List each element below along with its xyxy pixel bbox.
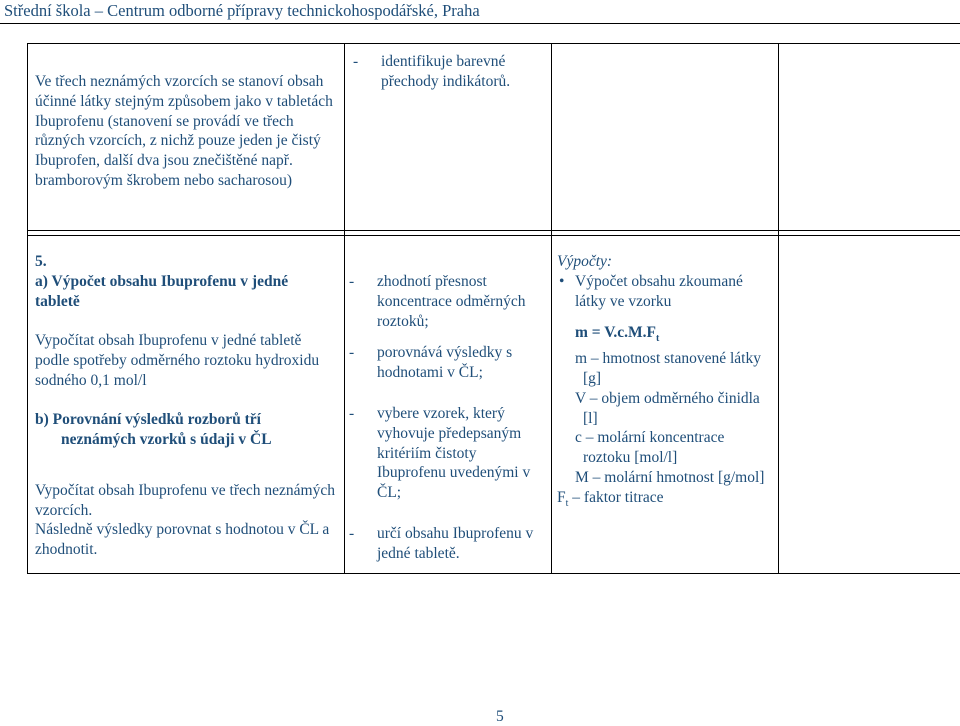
outcome-text: určí obsahu Ibuprofenu v jedné tabletě. [377,524,534,562]
ft-text: – faktor titrace [568,488,664,506]
table-row-divider-top [27,230,960,231]
dash-marker: - [353,53,359,70]
formula [557,323,773,349]
calculations-heading: Výpočty: [557,253,613,270]
formula-main: m = V.c.M.F [575,324,657,342]
list-item [349,272,547,331]
topic-number: 5. [35,253,47,270]
row1-description-cell [35,72,335,191]
topic-a-text: Vypočítat obsah Ibuprofenu v jedné tabletě podle spotřeby odměrného roztoku hydroxidu sodného 0,1 mol/l [35,332,320,389]
table-row-divider-bottom [27,235,960,236]
bullet-marker: • [559,272,565,290]
dash-marker: - [349,404,355,422]
table-col-rule-2 [344,43,345,574]
definition-m: m – hmotnost stanovené látky [g] [575,350,761,388]
definition-ft [557,488,773,514]
table-col-rule-3 [551,43,552,574]
list-item [349,404,547,503]
row2-calculations-cell [557,252,773,514]
document-header [0,0,960,24]
topic-b-title-line1: b) Porovnání výsledků rozborů tří [35,411,261,429]
school-name: Střední škola – Centrum odborné přípravy technickohospodářské, Praha [4,1,480,20]
table-top-rule [27,43,960,44]
outcome-text: porovnává výsledky s hodnotami v ČL; [377,344,513,382]
row1-description: Ve třech neznámých vzorcích se stanoví obsah účinné látky stejným způsobem jako v tabletách Ibuprofenu (stanovení se provádí ve třech různých vzorcích, z nichž pouze jeden je čistý Ibuprofen, další dva jsou znečištěné např. bramborovým škrobem nebo sacharosou) [35,73,333,189]
topic-b-text-2: Následně výsledky porovnat s hodnotou v ČL a zhodnotit. [35,521,330,559]
dash-marker: - [349,524,355,542]
outcome-text: vybere vzorek, který vyhovuje předepsaným kritériím čistoty Ibuprofenu uvedenými v ČL; [377,404,531,502]
table-bottom-rule [27,573,960,574]
definition-c: c – molární koncentrace roztoku [mol/l] [575,429,725,467]
topic-b-text-1: Vypočítat obsah Ibuprofenu ve třech neznámých vzorcích. [35,481,335,519]
row1-outcome-cell [353,52,543,92]
row2-outcomes-cell [349,272,547,564]
topic-a-title: a) Výpočet obsahu Ibuprofenu v jedné tabletě [35,272,289,310]
definition-v: V – objem odměrného činidla [l] [575,389,760,427]
list-item [353,52,543,92]
table-col-rule-4 [778,43,779,574]
ft-symbol: F [557,488,566,506]
dash-marker: - [349,344,355,362]
list-item [349,524,547,564]
bullet-text: Výpočet obsahu zkoumané látky ve vzorku [575,272,743,310]
ft-subscript: t [565,497,569,509]
outcome-text: zhodnotí přesnost koncentrace odměrných roztoků; [377,273,526,330]
row1-outcome-text: identifikuje barevné přechody indikátorů. [381,53,511,90]
dash-marker: - [349,273,355,290]
table-col-rule-1 [27,43,28,574]
row2-topic-cell [35,252,335,560]
topic-b-title-line2: neznámých vzorků s údaji v ČL [61,431,272,449]
definition-molar-mass: M – molární hmotnost [g/mol] [575,469,765,487]
formula-subscript: t [656,333,660,345]
page-number: 5 [496,708,504,725]
list-item [349,343,547,383]
list-item [557,272,773,312]
